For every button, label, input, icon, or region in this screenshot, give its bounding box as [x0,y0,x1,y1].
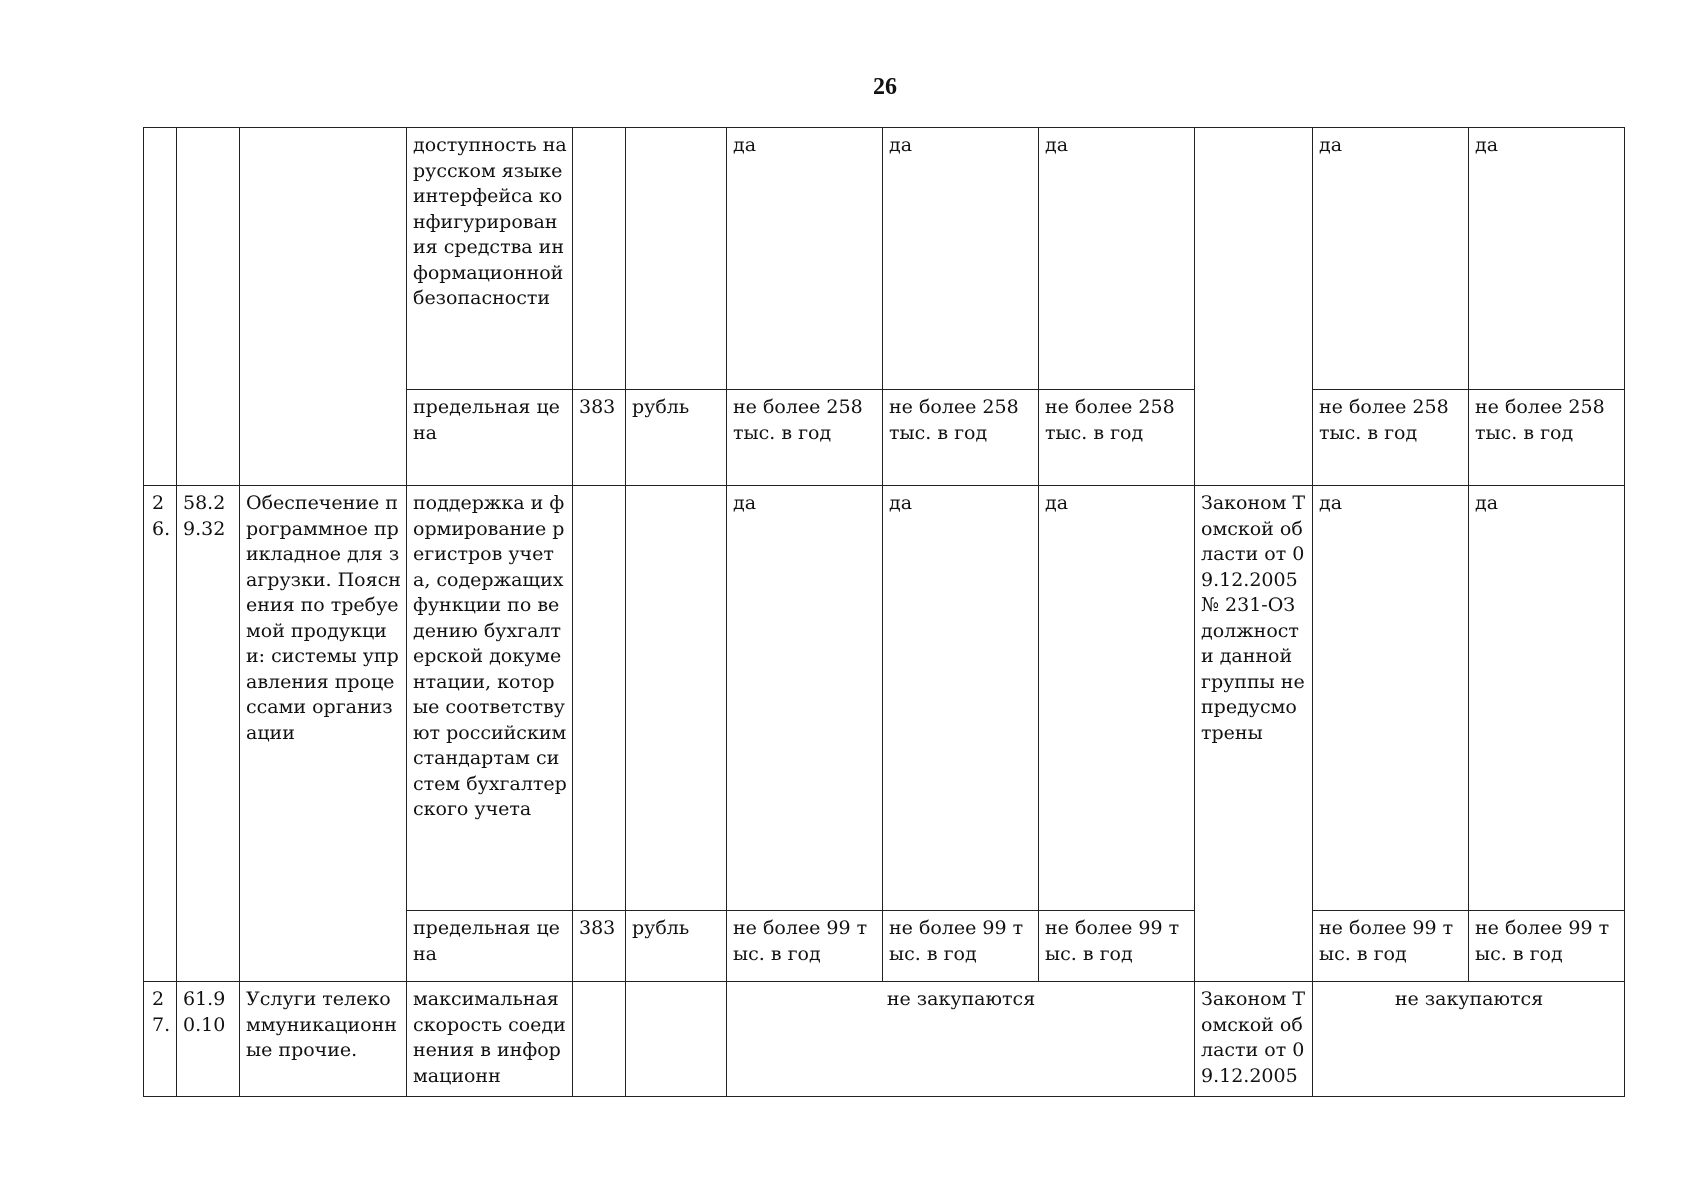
requirements-table [143,127,1625,1097]
cell-code [573,982,626,1097]
cell-code [573,486,626,911]
cell-law [1195,128,1313,486]
cell-unit [626,982,727,1097]
cell-name [240,128,407,486]
cell-code: 383 [573,390,626,486]
cell-okpd [177,128,240,486]
cell-merged-not-purchased: не закупаются [727,982,1195,1097]
cell-value-3: да [1039,128,1195,390]
cell-value-3: не более 99 тыс. в год [1039,911,1195,982]
cell-unit: рубль [626,390,727,486]
page-number: 26 [873,74,897,100]
cell-name: Услуги телекоммуникационные прочие. [240,982,407,1097]
cell-value-4: да [1313,486,1469,911]
table-row [144,982,1625,1097]
cell-num [144,128,177,486]
cell-value-3: да [1039,486,1195,911]
cell-characteristic: предельная цена [407,911,573,982]
cell-value-5: не более 99 тыс. в год [1469,911,1625,982]
cell-okpd: 58.29.32 [177,486,240,982]
cell-value-5: да [1469,486,1625,911]
cell-unit [626,128,727,390]
cell-unit [626,486,727,911]
cell-value-1: да [727,128,883,390]
cell-value-5: да [1469,128,1625,390]
cell-value-1: не более 99 тыс. в год [727,911,883,982]
cell-value-3: не более 258 тыс. в год [1039,390,1195,486]
cell-value-4: не более 258 тыс. в год [1313,390,1469,486]
cell-value-5: не более 258 тыс. в год [1469,390,1625,486]
cell-law: Законом Томской области от 09.12.2005 [1195,982,1313,1097]
cell-value-4: не более 99 тыс. в год [1313,911,1469,982]
table-row [144,486,1625,911]
cell-value-2: не более 258 тыс. в год [883,390,1039,486]
cell-value-2: да [883,486,1039,911]
cell-merged-not-purchased: не закупаются [1313,982,1625,1097]
cell-num: 27. [144,982,177,1097]
cell-value-2: не более 99 тыс. в год [883,911,1039,982]
cell-code [573,128,626,390]
cell-characteristic: максимальная скорость соединения в информационн [407,982,573,1097]
cell-value-1: да [727,486,883,911]
cell-law: Законом Томской области от 09.12.2005 № 231-ОЗ должности данной группы не предусмотрены [1195,486,1313,982]
cell-characteristic: предельная цена [407,390,573,486]
cell-okpd: 61.90.10 [177,982,240,1097]
table-row [144,128,1625,390]
cell-characteristic: поддержка и формирование регистров учета, содержащих функции по ведению бухгалтерской документации, которые соответствуют российским стандартам систем бухгалтерского учета [407,486,573,911]
cell-value-1: не более 258 тыс. в год [727,390,883,486]
cell-name: Обеспечение программное прикладное для загрузки. Пояснения по требуемой продукции: системы управления процессами организации [240,486,407,982]
cell-unit: рубль [626,911,727,982]
cell-num: 26. [144,486,177,982]
cell-characteristic: доступность на русском языке интерфейса конфигурирования средства информационной безопасности [407,128,573,390]
cell-code: 383 [573,911,626,982]
cell-value-2: да [883,128,1039,390]
cell-value-4: да [1313,128,1469,390]
